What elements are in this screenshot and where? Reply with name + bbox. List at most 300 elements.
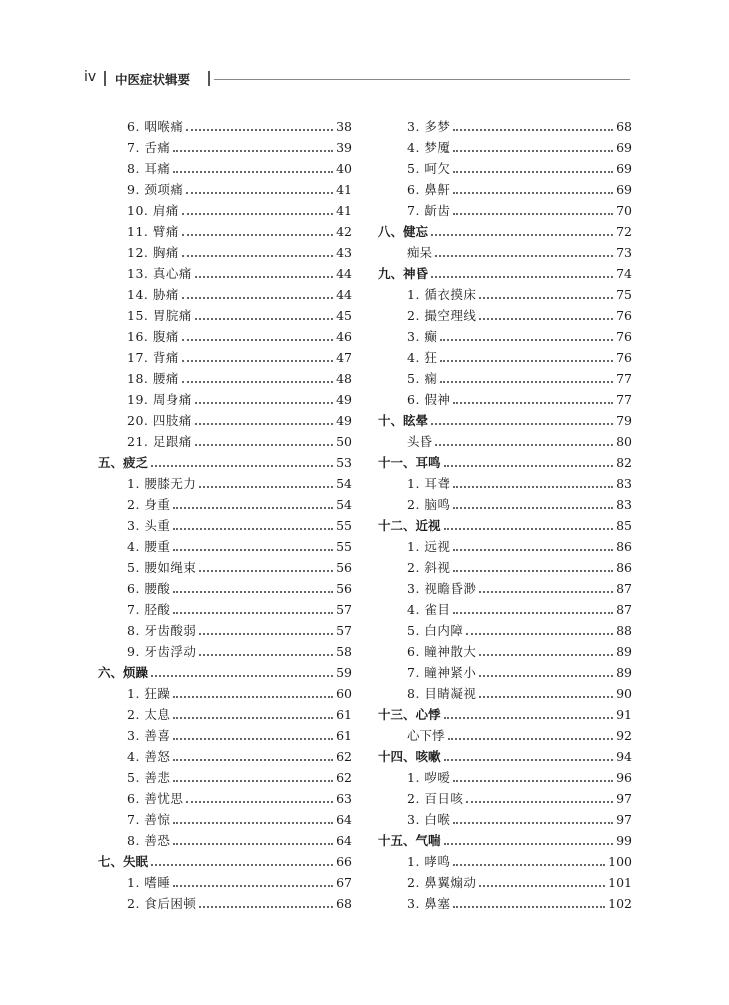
toc-entry-label: 2. 身重: [127, 497, 171, 512]
toc-entry-label: 6. 假神: [407, 392, 451, 407]
toc-entry-page: 87: [616, 581, 632, 596]
toc-entry-page: 54: [336, 497, 352, 512]
header-separator-bar: [208, 71, 210, 86]
toc-entry-label: 1. 耳聋: [407, 476, 451, 491]
toc-entry-label: 4. 雀目: [407, 602, 451, 617]
toc-entry-page: 48: [336, 371, 352, 386]
toc-entry: [378, 891, 632, 912]
toc-entry-page: 69: [616, 161, 632, 176]
toc-entry-page: 68: [616, 119, 632, 134]
toc-entry-label: 2. 撮空理线: [407, 308, 477, 323]
toc-entry-page: 77: [616, 392, 632, 407]
toc-entry-page: 41: [336, 182, 352, 197]
toc-entry-label: 9. 颈项痛: [127, 182, 184, 197]
toc-entry-page: 49: [336, 392, 352, 407]
toc-entry-label: 8. 耳痛: [127, 161, 171, 176]
toc-entry-page: 60: [336, 686, 352, 701]
toc-entry-label: 8. 目睛凝视: [407, 686, 477, 701]
toc-entry-label: 7. 胫酸: [127, 602, 171, 617]
toc-right-column: [378, 114, 632, 912]
toc-entry-page: 97: [616, 812, 632, 827]
dot-leader: [435, 444, 613, 446]
toc-entry: [98, 240, 352, 261]
toc-entry-page: 38: [336, 119, 352, 134]
toc-entry-label: 2. 鼻翼煽动: [407, 875, 477, 890]
dot-leader: [444, 843, 614, 845]
toc-entry: [98, 681, 352, 702]
toc-entry-label: 4. 梦魇: [407, 140, 451, 155]
dot-leader: [195, 276, 333, 278]
toc-section-heading: [378, 450, 632, 471]
page-number: iv: [84, 69, 97, 85]
toc-entry-page: 42: [336, 224, 352, 239]
dot-leader: [444, 465, 614, 467]
toc-entry: [98, 177, 352, 198]
toc-entry: [378, 198, 632, 219]
toc-entry: [378, 429, 632, 450]
toc-entry: [378, 618, 632, 639]
toc-entry-page: 47: [336, 350, 352, 365]
dot-leader: [173, 612, 333, 614]
toc-entry-label: 3. 癫: [407, 329, 438, 344]
dot-leader: [479, 654, 613, 656]
dot-leader: [453, 129, 613, 131]
dot-leader: [173, 780, 333, 782]
toc-entry: [98, 471, 352, 492]
toc-entry-label: 十一、耳鸣: [378, 455, 441, 470]
toc-entry-page: 75: [616, 287, 632, 302]
toc-entry-label: 十五、气喘: [378, 833, 441, 848]
toc-entry: [98, 555, 352, 576]
header-separator-bar: [104, 71, 106, 86]
dot-leader: [453, 150, 613, 152]
toc-entry-label: 8. 牙齿酸弱: [127, 623, 197, 638]
toc-entry: [98, 576, 352, 597]
toc-entry-page: 59: [336, 665, 352, 680]
dot-leader: [453, 906, 605, 908]
toc-entry-label: 6. 咽喉痛: [127, 119, 184, 134]
toc-section-heading: [98, 450, 352, 471]
dot-leader: [182, 234, 333, 236]
toc-entry-label: 十二、近视: [378, 518, 441, 533]
toc-entry-label: 1. 嗜睡: [127, 875, 171, 890]
dot-leader: [435, 255, 613, 257]
toc-entry: [378, 807, 632, 828]
toc-entry-label: 6. 善忧思: [127, 791, 184, 806]
toc-entry-page: 94: [616, 749, 632, 764]
toc-section-heading: [378, 219, 632, 240]
toc-entry: [378, 639, 632, 660]
toc-section-heading: [378, 828, 632, 849]
toc-entry-label: 1. 腰膝无力: [127, 476, 197, 491]
dot-leader: [173, 591, 333, 593]
dot-leader: [453, 192, 613, 194]
dot-leader: [444, 528, 614, 530]
toc-entry-page: 100: [608, 854, 632, 869]
dot-leader: [440, 339, 613, 341]
toc-entry-label: 5. 呵欠: [407, 161, 451, 176]
dot-leader: [431, 276, 613, 278]
toc-entry-page: 92: [616, 728, 632, 743]
toc-entry: [98, 891, 352, 912]
toc-entry-page: 53: [336, 455, 352, 470]
toc-entry-page: 96: [616, 770, 632, 785]
dot-leader: [195, 402, 333, 404]
toc-entry: [378, 765, 632, 786]
toc-entry: [378, 534, 632, 555]
toc-entry-page: 83: [616, 497, 632, 512]
toc-entry: [378, 114, 632, 135]
dot-leader: [453, 864, 605, 866]
toc-entry: [98, 513, 352, 534]
toc-entry-page: 41: [336, 203, 352, 218]
toc-entry: [378, 555, 632, 576]
toc-entry-page: 64: [336, 833, 352, 848]
toc-entry-label: 七、失眠: [98, 854, 149, 869]
toc-entry-label: 5. 腰如绳束: [127, 560, 197, 575]
toc-entry-page: 85: [616, 518, 632, 533]
dot-leader: [173, 696, 333, 698]
toc-entry: [378, 177, 632, 198]
toc-entry-label: 十、眩晕: [378, 413, 429, 428]
toc-entry-page: 58: [336, 644, 352, 659]
toc-entry-label: 3. 视瞻昏渺: [407, 581, 477, 596]
dot-leader: [479, 318, 613, 320]
toc-entry-label: 1. 哮鸣: [407, 854, 451, 869]
dot-leader: [199, 906, 333, 908]
toc-section-heading: [98, 849, 352, 870]
dot-leader: [182, 381, 333, 383]
toc-entry: [378, 366, 632, 387]
toc-entry-page: 64: [336, 812, 352, 827]
dot-leader: [186, 129, 333, 131]
toc-entry-label: 2. 脑鸣: [407, 497, 451, 512]
dot-leader: [173, 738, 333, 740]
toc-entry: [98, 723, 352, 744]
toc-entry-label: 6. 瞳神散大: [407, 644, 477, 659]
dot-leader: [466, 633, 613, 635]
toc-entry: [98, 639, 352, 660]
toc-section-heading: [378, 513, 632, 534]
toc-entry-page: 86: [616, 560, 632, 575]
toc-entry-page: 74: [616, 266, 632, 281]
toc-entry-label: 12. 胸痛: [127, 245, 179, 260]
toc-entry: [98, 702, 352, 723]
dot-leader: [195, 318, 333, 320]
dot-leader: [173, 171, 333, 173]
toc-entry: [98, 282, 352, 303]
toc-entry: [378, 492, 632, 513]
toc-entry: [378, 387, 632, 408]
toc-entry-label: 13. 真心痛: [127, 266, 192, 281]
dot-leader: [453, 171, 613, 173]
toc-entry-page: 79: [616, 413, 632, 428]
toc-entry: [98, 345, 352, 366]
toc-entry-page: 86: [616, 539, 632, 554]
toc-entry: [98, 156, 352, 177]
toc-entry-page: 82: [616, 455, 632, 470]
toc-entry-page: 89: [616, 665, 632, 680]
toc-entry-page: 62: [336, 770, 352, 785]
toc-entry: [98, 366, 352, 387]
toc-entry: [378, 660, 632, 681]
toc-entry-label: 2. 太息: [127, 707, 171, 722]
toc-entry: [98, 765, 352, 786]
toc-entry-page: 43: [336, 245, 352, 260]
toc-entry: [378, 786, 632, 807]
dot-leader: [453, 507, 613, 509]
toc-entry-page: 97: [616, 791, 632, 806]
toc-entry-label: 17. 背痛: [127, 350, 179, 365]
toc-entry: [98, 744, 352, 765]
toc-entry-label: 15. 胃脘痛: [127, 308, 192, 323]
dot-leader: [182, 255, 333, 257]
toc-entry: [98, 807, 352, 828]
dot-leader: [182, 360, 333, 362]
dot-leader: [453, 570, 613, 572]
toc-entry: [98, 324, 352, 345]
toc-entry-page: 49: [336, 413, 352, 428]
toc-entry-label: 1. 狂躁: [127, 686, 171, 701]
toc-entry-page: 83: [616, 476, 632, 491]
toc-entry-label: 4. 腰重: [127, 539, 171, 554]
dot-leader: [199, 654, 333, 656]
toc-entry: [98, 597, 352, 618]
dot-leader: [173, 507, 333, 509]
toc-entry-page: 61: [336, 707, 352, 722]
toc-entry-label: 7. 龂齿: [407, 203, 451, 218]
toc-entry: [98, 786, 352, 807]
dot-leader: [479, 297, 613, 299]
toc-entry-label: 20. 四肢痛: [127, 413, 192, 428]
toc-entry-page: 73: [616, 245, 632, 260]
dot-leader: [199, 633, 333, 635]
toc-entry-page: 76: [616, 308, 632, 323]
toc-entry-page: 46: [336, 329, 352, 344]
toc-entry-label: 7. 舌痛: [127, 140, 171, 155]
toc-entry-label: 6. 鼻鼾: [407, 182, 451, 197]
dot-leader: [453, 780, 613, 782]
toc-entry: [378, 870, 632, 891]
toc-section-heading: [378, 408, 632, 429]
dot-leader: [479, 591, 613, 593]
toc-entry: [378, 576, 632, 597]
toc-entry-label: 6. 腰酸: [127, 581, 171, 596]
dot-leader: [440, 360, 613, 362]
dot-leader: [479, 885, 605, 887]
dot-leader: [453, 402, 613, 404]
dot-leader: [453, 486, 613, 488]
toc-entry: [378, 135, 632, 156]
toc-entry: [378, 303, 632, 324]
toc-entry: [98, 198, 352, 219]
running-header: [84, 68, 630, 90]
toc-entry: [378, 324, 632, 345]
toc-entry-label: 5. 痫: [407, 371, 438, 386]
toc-entry-page: 40: [336, 161, 352, 176]
toc-entry: [98, 618, 352, 639]
toc-entry-page: 57: [336, 602, 352, 617]
dot-leader: [195, 423, 333, 425]
dot-leader: [182, 339, 333, 341]
dot-leader: [186, 801, 333, 803]
toc-entry-label: 9. 牙齿浮动: [127, 644, 197, 659]
toc-entry-label: 2. 百日咳: [407, 791, 464, 806]
toc-entry: [378, 240, 632, 261]
dot-leader: [440, 381, 613, 383]
toc-entry: [378, 681, 632, 702]
toc-entry: [98, 492, 352, 513]
toc-entry-label: 五、疲乏: [98, 455, 149, 470]
toc-entry-label: 2. 食后困顿: [127, 896, 197, 911]
toc-entry-label: 14. 胁痛: [127, 287, 179, 302]
dot-leader: [151, 675, 333, 677]
toc-entry: [98, 870, 352, 891]
toc-entry-page: 61: [336, 728, 352, 743]
dot-leader: [173, 822, 333, 824]
dot-leader: [173, 885, 333, 887]
toc-section-heading: [378, 261, 632, 282]
dot-leader: [444, 717, 614, 719]
dot-leader: [199, 486, 333, 488]
toc-entry-page: 62: [336, 749, 352, 764]
toc-entry-label: 心下悸: [407, 728, 445, 743]
toc-entry: [98, 408, 352, 429]
dot-leader: [173, 528, 333, 530]
toc-entry-page: 44: [336, 287, 352, 302]
dot-leader: [173, 843, 333, 845]
toc-entry: [98, 261, 352, 282]
toc-entry-page: 57: [336, 623, 352, 638]
toc-entry: [378, 282, 632, 303]
toc-left-column: [98, 114, 352, 912]
toc-entry-page: 76: [616, 329, 632, 344]
dot-leader: [182, 213, 333, 215]
toc-entry: [98, 135, 352, 156]
toc-entry-page: 44: [336, 266, 352, 281]
toc-entry-label: 4. 狂: [407, 350, 438, 365]
toc-entry-label: 3. 鼻塞: [407, 896, 451, 911]
toc-entry-label: 3. 善喜: [127, 728, 171, 743]
toc-entry: [98, 303, 352, 324]
toc-entry-label: 16. 腹痛: [127, 329, 179, 344]
dot-leader: [151, 864, 333, 866]
toc-entry-page: 89: [616, 644, 632, 659]
toc-entry: [378, 345, 632, 366]
dot-leader: [453, 213, 613, 215]
toc-entry-page: 69: [616, 140, 632, 155]
toc-entry-label: 11. 臂痛: [127, 224, 179, 239]
toc-entry: [378, 156, 632, 177]
dot-leader: [186, 192, 333, 194]
dot-leader: [199, 570, 333, 572]
toc-entry-label: 头昏: [407, 434, 433, 449]
dot-leader: [173, 150, 333, 152]
toc-entry-label: 十三、心悸: [378, 707, 441, 722]
toc-entry-label: 3. 白喉: [407, 812, 451, 827]
toc-entry-label: 7. 瞳神紧小: [407, 665, 477, 680]
dot-leader: [453, 822, 613, 824]
dot-leader: [195, 444, 333, 446]
toc-entry-page: 101: [608, 875, 632, 890]
toc-entry-label: 八、健忘: [378, 224, 429, 239]
toc-entry-label: 1. 循衣摸床: [407, 287, 477, 302]
toc-entry-label: 8. 善恐: [127, 833, 171, 848]
dot-leader: [151, 465, 333, 467]
toc-entry-label: 1. 哕嗳: [407, 770, 451, 785]
toc-entry-label: 六、烦躁: [98, 665, 149, 680]
toc-entry: [378, 597, 632, 618]
dot-leader: [466, 801, 613, 803]
toc-entry: [98, 387, 352, 408]
toc-entry-label: 3. 多梦: [407, 119, 451, 134]
toc-entry-page: 91: [616, 707, 632, 722]
toc-entry-page: 102: [608, 896, 632, 911]
dot-leader: [448, 738, 614, 740]
dot-leader: [173, 549, 333, 551]
toc-entry-label: 21. 足跟痛: [127, 434, 192, 449]
toc-entry-label: 5. 善悲: [127, 770, 171, 785]
toc-entry-label: 19. 周身痛: [127, 392, 192, 407]
toc-entry-page: 66: [336, 854, 352, 869]
toc-entry-label: 1. 远视: [407, 539, 451, 554]
dot-leader: [182, 297, 333, 299]
toc-entry-label: 痴呆: [407, 245, 433, 260]
toc-entry-label: 7. 善惊: [127, 812, 171, 827]
toc-entry-page: 87: [616, 602, 632, 617]
toc-entry-page: 54: [336, 476, 352, 491]
toc-entry-page: 70: [616, 203, 632, 218]
dot-leader: [173, 759, 333, 761]
toc-entry-label: 2. 斜视: [407, 560, 451, 575]
toc-entry: [98, 429, 352, 450]
toc-section-heading: [378, 702, 632, 723]
dot-leader: [453, 612, 613, 614]
toc-entry-page: 55: [336, 518, 352, 533]
toc-entry: [98, 534, 352, 555]
dot-leader: [479, 696, 613, 698]
toc-entry-label: 九、神昏: [378, 266, 429, 281]
toc-entry-page: 67: [336, 875, 352, 890]
toc-entry-page: 45: [336, 308, 352, 323]
toc-entry-page: 50: [336, 434, 352, 449]
toc-entry-page: 88: [616, 623, 632, 638]
toc-entry-page: 90: [616, 686, 632, 701]
toc-entry-label: 3. 头重: [127, 518, 171, 533]
toc-entry-label: 18. 腰痛: [127, 371, 179, 386]
toc-entry-page: 39: [336, 140, 352, 155]
toc-entry-page: 63: [336, 791, 352, 806]
toc-entry-page: 80: [616, 434, 632, 449]
toc-entry-label: 十四、咳嗽: [378, 749, 441, 764]
toc-entry: [98, 114, 352, 135]
toc-entry-label: 10. 肩痛: [127, 203, 179, 218]
toc-entry-page: 56: [336, 560, 352, 575]
toc-entry: [378, 849, 632, 870]
toc-entry-page: 69: [616, 182, 632, 197]
toc-entry-page: 77: [616, 371, 632, 386]
toc-entry: [378, 471, 632, 492]
toc-entry-label: 4. 善怒: [127, 749, 171, 764]
dot-leader: [444, 759, 614, 761]
toc-section-heading: [378, 744, 632, 765]
toc-entry: [98, 219, 352, 240]
dot-leader: [173, 717, 333, 719]
toc-entry-page: 56: [336, 581, 352, 596]
toc-entry-label: 5. 白内障: [407, 623, 464, 638]
toc-entry-page: 68: [336, 896, 352, 911]
toc-entry-page: 99: [616, 833, 632, 848]
